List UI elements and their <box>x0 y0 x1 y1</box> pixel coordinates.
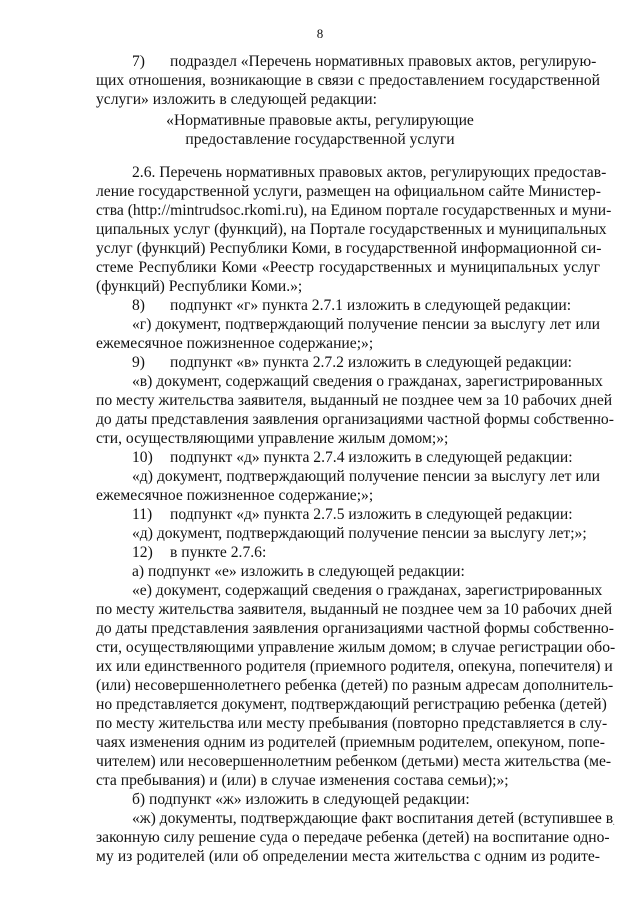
text-line: б) подпункт «ж» изложить в следующей редакции: <box>132 791 470 808</box>
text-line: 2.6. Перечень нормативных правовых актов, регулирующих предостав- <box>132 164 607 181</box>
text-line: ста пребывания) и (или) в случае изменения состава семьи);»; <box>96 772 509 789</box>
text-line: щих отношения, возникающие в связи с предоставлением государственной <box>96 72 600 89</box>
item-number: 11) <box>132 506 153 523</box>
scan-speck: · <box>612 820 616 831</box>
text-line: законную силу решение суда о передаче ребенка (детей) на воспитание одно- <box>96 829 610 846</box>
text-line: их или единственного родителя (приемного родителя, опекуна, попечителя) и <box>96 658 613 675</box>
text-line: 8) подпункт «г» пункта 2.7.1 изложить в следующей редакции: <box>132 297 572 314</box>
text-line: по месту жительства заявителя, выданный не позднее чем за 10 рабочих дней <box>96 601 613 618</box>
item-number: 12) <box>132 544 153 561</box>
text-line: «д) документ, подтверждающий получение пенсии за выслугу лет;»; <box>132 525 587 542</box>
text-line: 9) подпункт «в» пункта 2.7.2 изложить в следующей редакции: <box>132 354 573 371</box>
text-line: «е) документ, содержащий сведения о гражданах, зарегистрированных <box>132 582 603 599</box>
text-line: а) подпункт «е» изложить в следующей редакции: <box>132 563 465 580</box>
text-line: ципальных услуг (функций), на Портале государственных и муниципальных <box>96 221 607 238</box>
text-line: ежемесячное пожизненное содержание;»; <box>96 487 374 504</box>
text-line: сти, осуществляющими управление жилым домом;»; <box>96 430 449 447</box>
text-line: стеме Республики Коми «Реестр государственных и муниципальных услуг <box>96 259 600 276</box>
text-line: (функций) Республики Коми.»; <box>96 278 303 295</box>
text-line: ства (http://mintrudsoc.rkomi.ru), на Едином портале государственных и муни- <box>96 202 612 219</box>
text-line: 12) в пункте 2.7.6: <box>132 544 267 561</box>
text-line: до даты представления заявления организациями частной формы собственно- <box>96 620 614 637</box>
text-line: чителем) или несовершеннолетним ребенком (детьми) места жительства (ме- <box>96 753 612 770</box>
text-line: по месту жительства или месту пребывания (повторно представляется в слу- <box>96 715 608 732</box>
page-number: 8 <box>316 26 324 41</box>
text-line: 11) подпункт «д» пункта 2.7.5 изложить в следующей редакции: <box>132 506 573 523</box>
text-line: сти, осуществляющими управление жилым домом; в случае регистрации обо- <box>96 639 616 656</box>
text-line: (или) несовершеннолетнего ребенка (детей) по разным адресам дополнитель- <box>96 677 614 694</box>
item-number: 10) <box>132 449 153 466</box>
item-number: 8) <box>132 297 145 314</box>
text-line: ление государственной услуги, размещен на официальном сайте Министер- <box>96 183 601 200</box>
text-line: до даты представления заявления организациями частной формы собственно- <box>96 411 614 428</box>
item-number: 7) <box>132 53 145 70</box>
text-line: «г) документ, подтверждающий получение пенсии за выслугу лет или <box>132 316 600 333</box>
section-heading: предоставление государственной услуги <box>185 131 455 148</box>
text-line: «в) документ, содержащий сведения о гражданах, зарегистрированных <box>132 373 603 390</box>
text-line: 7) подраздел «Перечень нормативных правовых актов, регулирую- <box>132 53 597 70</box>
text-line: му из родителей (или об определении места жительства с одним из родите- <box>96 848 600 865</box>
text-line: услуг (функций) Республики Коми, в государственной информационной си- <box>96 240 602 257</box>
section-heading: «Нормативные правовые акты, регулирующие <box>166 112 474 129</box>
item-number: 9) <box>132 354 145 371</box>
text-line: ежемесячное пожизненное содержание;»; <box>96 335 374 352</box>
text-line: чаях изменения одним из родителей (приемным родителем, опекуном, попе- <box>96 734 605 751</box>
text-line: «ж) документы, подтверждающие факт воспитания детей (вступившее в <box>132 810 614 827</box>
text-line: услуги» изложить в следующей редакции: <box>96 91 377 108</box>
text-line: но представляется документ, подтверждающий регистрацию ребенка (детей) <box>96 696 607 713</box>
text-line: по месту жительства заявителя, выданный не позднее чем за 10 рабочих дней <box>96 392 613 409</box>
text-line: 10) подпункт «д» пункта 2.7.4 изложить в следующей редакции: <box>132 449 573 466</box>
text-line: «д) документ, подтверждающий получение пенсии за выслугу лет или <box>132 468 600 485</box>
